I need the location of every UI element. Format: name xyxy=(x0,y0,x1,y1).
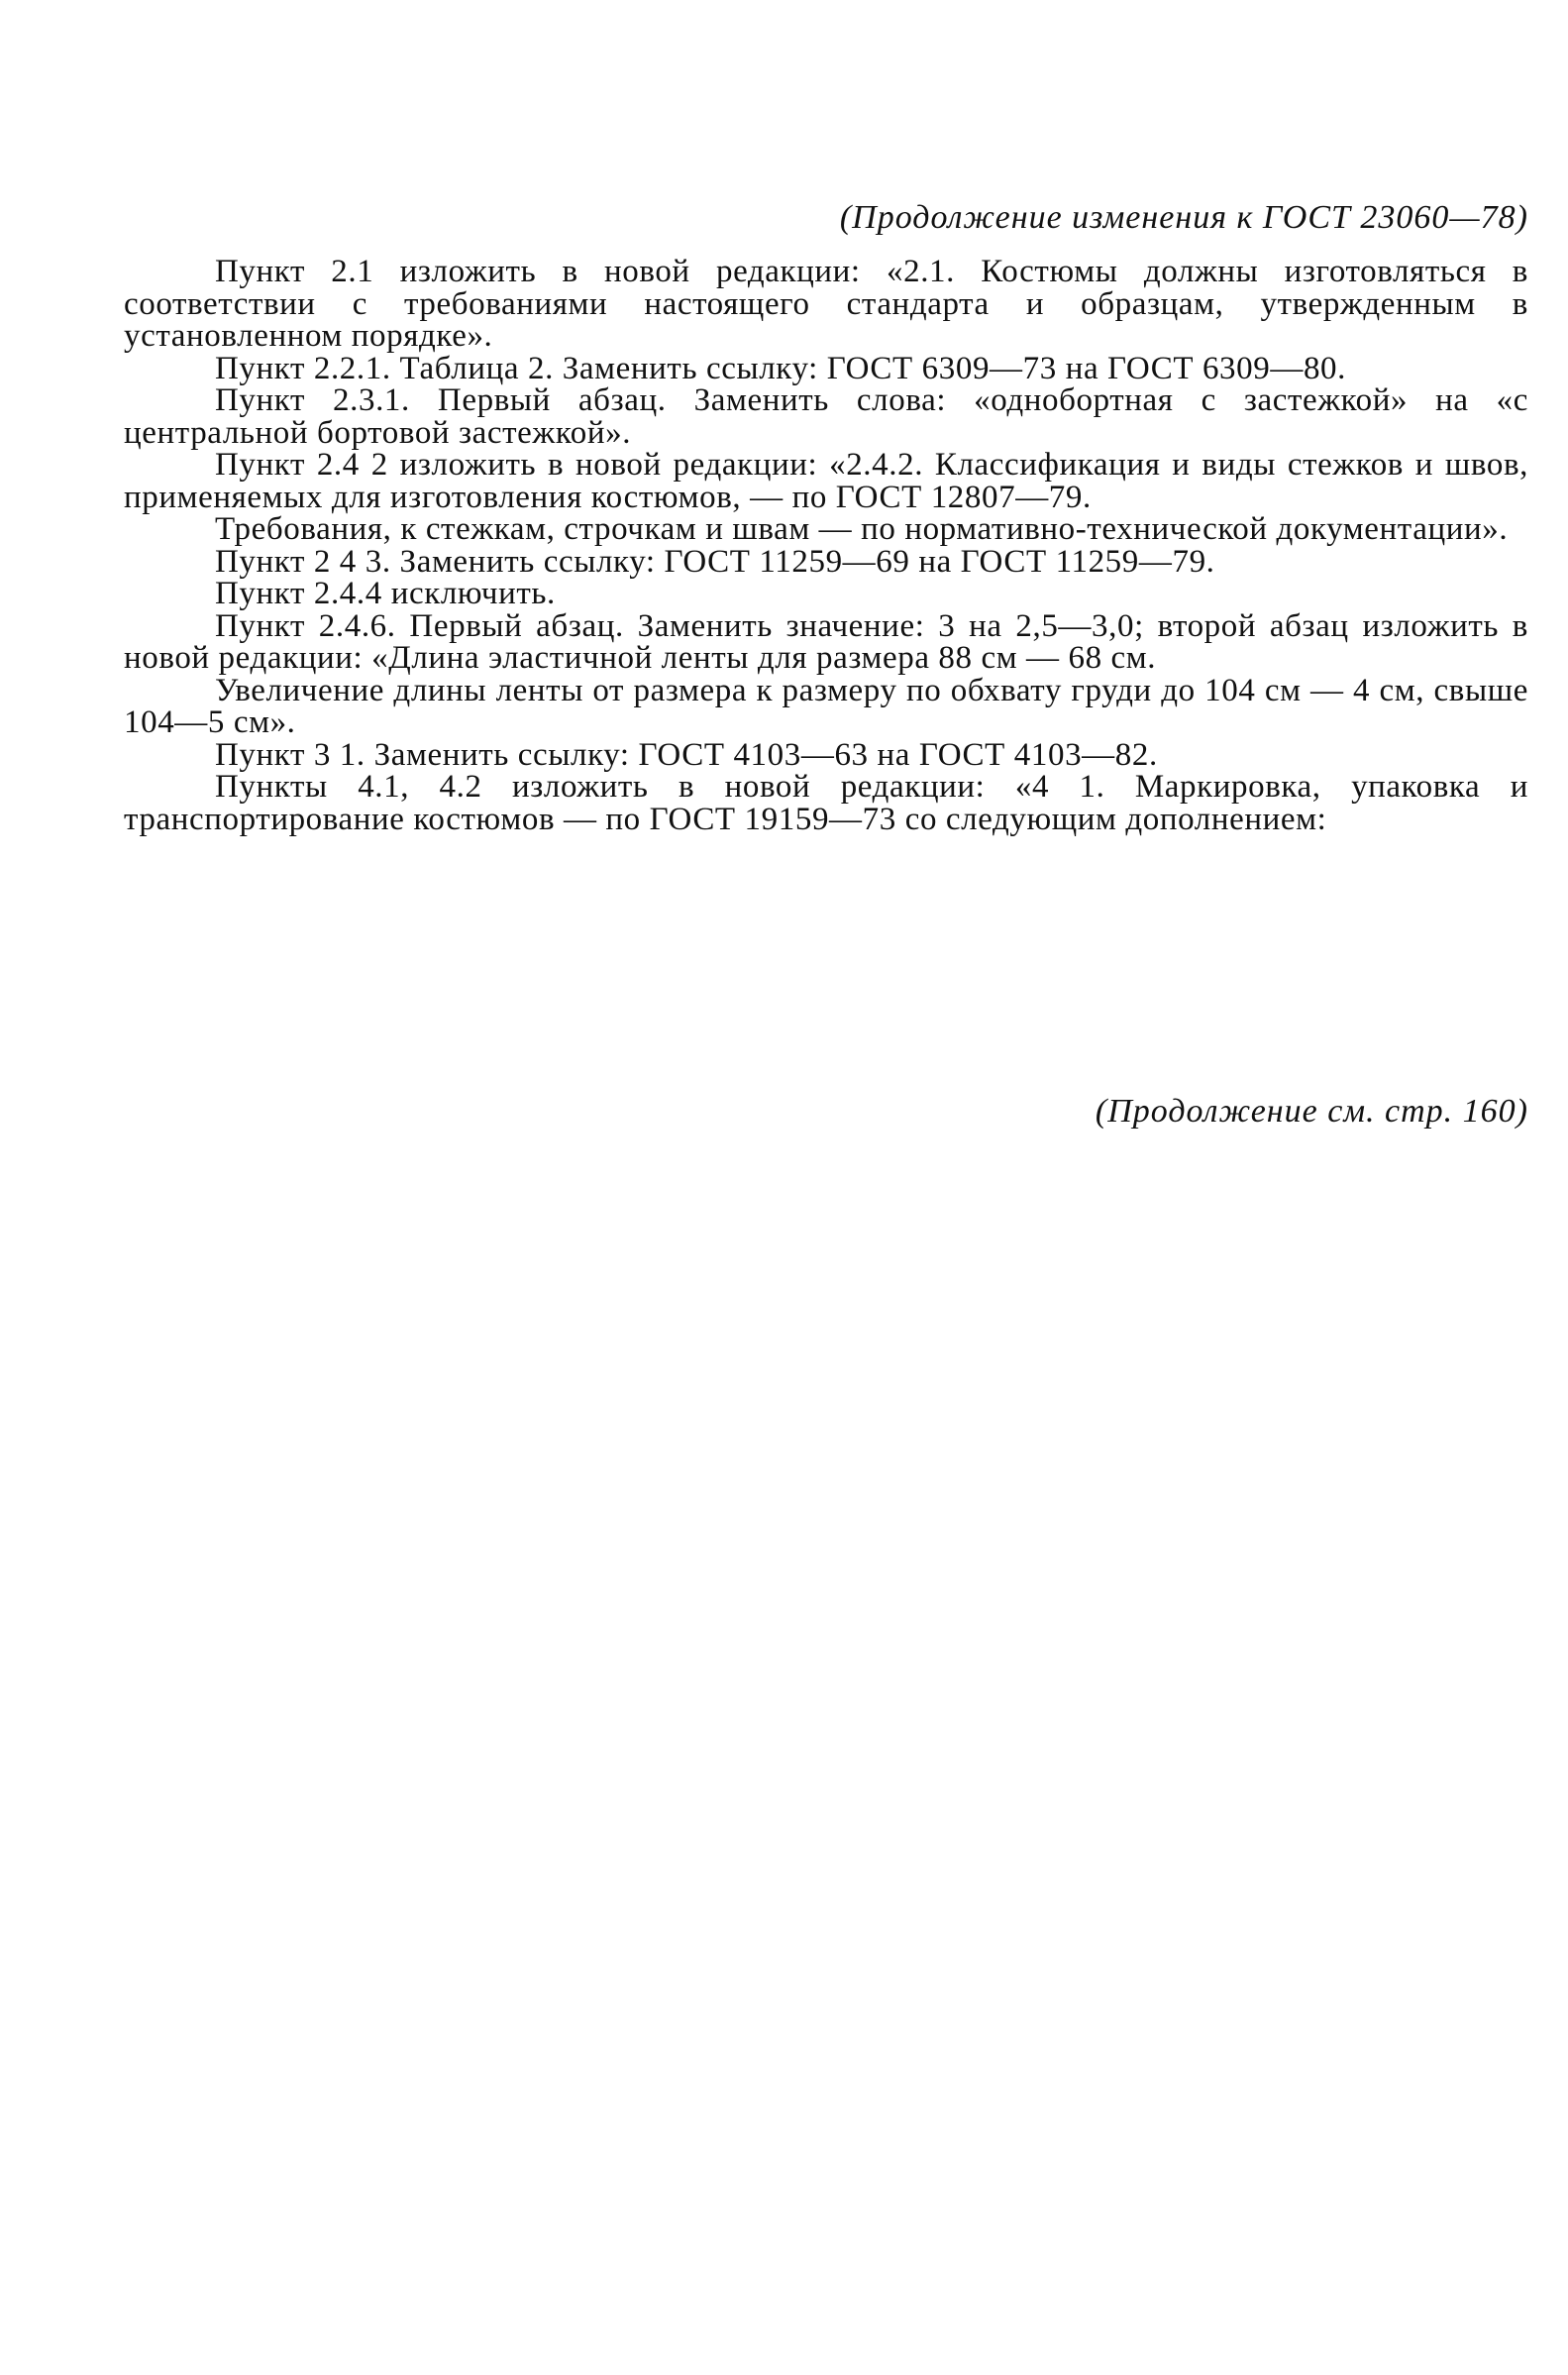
paragraph-item-2-4-6: Пункт 2.4.6. Первый абзац. Заменить значение: 3 на 2,5—3,0; второй абзац изложить в новой редакции: «Длина эластичной ленты для размера 88 см — 68 см. xyxy=(124,607,1528,676)
paragraph-item-2-3-1: Пункт 2.3.1. Первый абзац. Заменить слова: «однобортная с застежкой» на «с центральной бортовой застежкой». xyxy=(124,382,1528,451)
paragraph-item-2-4-2: Пункт 2.4 2 изложить в новой редакции: «2.4.2. Классификация и виды стежков и швов, применяемых для изготовления костюмов, — по ГОСТ 12807—79. xyxy=(124,447,1528,515)
continuation-header: (Продолжение изменения к ГОСТ 23060—78) xyxy=(839,199,1528,236)
paragraph-item-2-4-3: Пункт 2 4 3. Заменить ссылку: ГОСТ 11259—69 на ГОСТ 11259—79. xyxy=(215,543,1215,580)
paragraph-requirements: Требования, к стежкам, строчкам и швам — по нормативно-технической документации». xyxy=(215,511,1509,547)
document-body xyxy=(124,256,1528,835)
continuation-footer: (Продолжение см. стр. 160) xyxy=(1095,1093,1528,1130)
paragraph-item-2-1: Пункт 2.1 изложить в новой редакции: «2.1. Костюмы должны изготовляться в соответствии с требованиями настоящего стандарта и образцам, утвержденным в установленном порядке». xyxy=(124,254,1528,354)
paragraph-item-3-1: Пункт 3 1. Заменить ссылку: ГОСТ 4103—63 на ГОСТ 4103—82. xyxy=(215,736,1158,773)
paragraph-items-4-1-4-2: Пункты 4.1, 4.2 изложить в новой редакции: «4 1. Маркировка, упаковка и транспортирование костюмов — по ГОСТ 19159—73 со следующим дополнением: xyxy=(124,769,1528,837)
paragraph-tape-length-increase: Увеличение длины ленты от размера к размеру по обхвату груди до 104 см — 4 см, свыше 104—5 см». xyxy=(124,672,1528,740)
paragraph-item-2-2-1: Пункт 2.2.1. Таблица 2. Заменить ссылку: ГОСТ 6309—73 на ГОСТ 6309—80. xyxy=(215,350,1347,386)
paragraph-item-2-4-4: Пункт 2.4.4 исключить. xyxy=(215,576,556,611)
